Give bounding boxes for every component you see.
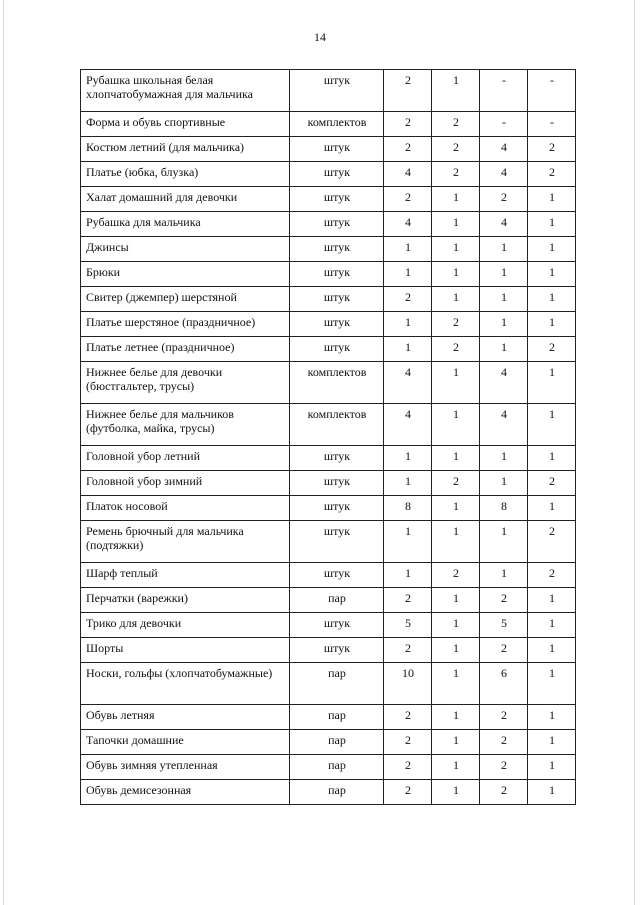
unit-cell: штук: [290, 212, 384, 237]
table-row: [81, 446, 576, 471]
item-name-cell: Платье шерстяное (праздничное): [81, 312, 290, 337]
quantity-cell-3: 2: [480, 588, 528, 613]
scan-edge-left: [3, 0, 4, 905]
quantity-cell-3: 1: [480, 262, 528, 287]
quantity-cell-1: 2: [384, 137, 432, 162]
table-row: [81, 755, 576, 780]
quantity-cell-2: 2: [432, 137, 480, 162]
quantity-cell-3: 6: [480, 663, 528, 705]
quantity-cell-4: 1: [528, 404, 576, 446]
quantity-cell-4: 1: [528, 613, 576, 638]
table-row: [81, 137, 576, 162]
quantity-cell-4: 1: [528, 705, 576, 730]
quantity-cell-1: 2: [384, 112, 432, 137]
quantity-cell-4: 2: [528, 521, 576, 563]
table-row: [81, 112, 576, 137]
quantity-cell-2: 1: [432, 755, 480, 780]
unit-cell: пар: [290, 780, 384, 805]
quantity-cell-2: 1: [432, 496, 480, 521]
quantity-cell-4: 1: [528, 312, 576, 337]
item-name-cell: Халат домашний для девочки: [81, 187, 290, 212]
unit-cell: комплектов: [290, 362, 384, 404]
item-name-cell: Ремень брючный для мальчика (подтяжки): [81, 521, 290, 563]
unit-cell: штук: [290, 563, 384, 588]
item-name-cell: Обувь зимняя утепленная: [81, 755, 290, 780]
quantity-cell-1: 1: [384, 312, 432, 337]
quantity-cell-3: 1: [480, 521, 528, 563]
quantity-cell-3: 1: [480, 563, 528, 588]
quantity-cell-2: 1: [432, 187, 480, 212]
table-row: [81, 730, 576, 755]
unit-cell: штук: [290, 521, 384, 563]
quantity-cell-1: 4: [384, 404, 432, 446]
quantity-cell-1: 2: [384, 730, 432, 755]
quantity-cell-1: 5: [384, 613, 432, 638]
item-name-cell: Головной убор летний: [81, 446, 290, 471]
item-name-cell: Обувь демисезонная: [81, 780, 290, 805]
quantity-cell-3: 4: [480, 362, 528, 404]
quantity-cell-2: 1: [432, 212, 480, 237]
quantity-cell-4: 1: [528, 262, 576, 287]
quantity-cell-3: 1: [480, 471, 528, 496]
quantity-cell-4: 1: [528, 588, 576, 613]
table-row: [81, 471, 576, 496]
quantity-cell-3: 2: [480, 187, 528, 212]
quantity-cell-1: 1: [384, 471, 432, 496]
unit-cell: штук: [290, 262, 384, 287]
quantity-cell-2: 1: [432, 404, 480, 446]
quantity-cell-3: 8: [480, 496, 528, 521]
unit-cell: штук: [290, 312, 384, 337]
quantity-cell-1: 10: [384, 663, 432, 705]
item-name-cell: Платье (юбка, блузка): [81, 162, 290, 187]
item-name-cell: Рубашка для мальчика: [81, 212, 290, 237]
quantity-cell-2: 1: [432, 446, 480, 471]
quantity-cell-4: 2: [528, 471, 576, 496]
table-row: [81, 70, 576, 112]
table-row: [81, 588, 576, 613]
quantity-cell-2: 2: [432, 162, 480, 187]
unit-cell: штук: [290, 613, 384, 638]
table-row: [81, 705, 576, 730]
unit-cell: штук: [290, 70, 384, 112]
table-body: [81, 70, 576, 805]
quantity-cell-1: 1: [384, 521, 432, 563]
quantity-cell-3: 1: [480, 237, 528, 262]
quantity-cell-4: 1: [528, 187, 576, 212]
quantity-cell-3: 1: [480, 337, 528, 362]
item-name-cell: Перчатки (варежки): [81, 588, 290, 613]
table-row: [81, 337, 576, 362]
quantity-cell-2: 2: [432, 563, 480, 588]
quantity-cell-4: 1: [528, 212, 576, 237]
quantity-cell-2: 1: [432, 237, 480, 262]
unit-cell: штук: [290, 496, 384, 521]
scan-edge-right: [634, 0, 635, 905]
quantity-cell-4: 2: [528, 137, 576, 162]
item-name-cell: Рубашка школьная белая хлопчатобумажная для мальчика: [81, 70, 290, 112]
item-name-cell: Свитер (джемпер) шерстяной: [81, 287, 290, 312]
quantity-cell-3: 5: [480, 613, 528, 638]
unit-cell: штук: [290, 446, 384, 471]
quantity-cell-1: 1: [384, 337, 432, 362]
quantity-cell-1: 2: [384, 638, 432, 663]
quantity-cell-1: 4: [384, 362, 432, 404]
item-name-cell: Шорты: [81, 638, 290, 663]
table-row: [81, 312, 576, 337]
table-row: [81, 212, 576, 237]
item-name-cell: Шарф теплый: [81, 563, 290, 588]
page-number: 14: [314, 30, 326, 44]
quantity-cell-1: 1: [384, 563, 432, 588]
quantity-cell-4: 1: [528, 362, 576, 404]
quantity-cell-4: 1: [528, 237, 576, 262]
item-name-cell: Форма и обувь спортивные: [81, 112, 290, 137]
item-name-cell: Трико для девочки: [81, 613, 290, 638]
item-name-cell: Обувь летняя: [81, 705, 290, 730]
unit-cell: комплектов: [290, 112, 384, 137]
unit-cell: штук: [290, 162, 384, 187]
quantity-cell-2: 1: [432, 362, 480, 404]
quantity-cell-4: 1: [528, 780, 576, 805]
item-name-cell: Платье летнее (праздничное): [81, 337, 290, 362]
item-name-cell: Нижнее белье для девочки (бюстгальтер, трусы): [81, 362, 290, 404]
table-row: [81, 187, 576, 212]
item-name-cell: Нижнее белье для мальчиков (футболка, майка, трусы): [81, 404, 290, 446]
unit-cell: пар: [290, 663, 384, 705]
quantity-cell-4: 1: [528, 287, 576, 312]
quantity-cell-2: 2: [432, 337, 480, 362]
quantity-cell-4: -: [528, 112, 576, 137]
quantity-cell-2: 1: [432, 70, 480, 112]
item-name-cell: Тапочки домашние: [81, 730, 290, 755]
quantity-cell-4: 1: [528, 663, 576, 705]
quantity-cell-1: 1: [384, 237, 432, 262]
table-row: [81, 780, 576, 805]
unit-cell: штук: [290, 137, 384, 162]
table-row: [81, 262, 576, 287]
quantity-cell-2: 1: [432, 287, 480, 312]
quantity-cell-4: 1: [528, 446, 576, 471]
quantity-cell-1: 8: [384, 496, 432, 521]
quantity-cell-4: 1: [528, 638, 576, 663]
unit-cell: штук: [290, 638, 384, 663]
quantity-cell-2: 2: [432, 471, 480, 496]
quantity-cell-3: 1: [480, 287, 528, 312]
unit-cell: пар: [290, 588, 384, 613]
quantity-cell-2: 1: [432, 588, 480, 613]
quantity-cell-4: 1: [528, 496, 576, 521]
quantity-cell-3: 2: [480, 755, 528, 780]
item-name-cell: Брюки: [81, 262, 290, 287]
unit-cell: пар: [290, 730, 384, 755]
quantity-cell-1: 2: [384, 705, 432, 730]
quantity-cell-4: 1: [528, 730, 576, 755]
quantity-cell-2: 1: [432, 521, 480, 563]
quantity-cell-2: 2: [432, 112, 480, 137]
quantity-cell-3: 2: [480, 730, 528, 755]
quantity-cell-2: 1: [432, 262, 480, 287]
table-row: [81, 404, 576, 446]
table-row: [81, 613, 576, 638]
table-row: [81, 162, 576, 187]
quantity-cell-2: 1: [432, 705, 480, 730]
quantity-cell-3: -: [480, 112, 528, 137]
quantity-cell-3: 1: [480, 312, 528, 337]
quantity-cell-1: 1: [384, 446, 432, 471]
quantity-cell-2: 1: [432, 730, 480, 755]
quantity-cell-4: 2: [528, 337, 576, 362]
unit-cell: пар: [290, 755, 384, 780]
quantity-cell-3: 1: [480, 446, 528, 471]
item-name-cell: Головной убор зимний: [81, 471, 290, 496]
quantity-cell-1: 4: [384, 212, 432, 237]
quantity-cell-1: 2: [384, 780, 432, 805]
table-row: [81, 638, 576, 663]
quantity-cell-4: 2: [528, 563, 576, 588]
quantity-cell-2: 1: [432, 780, 480, 805]
quantity-cell-4: -: [528, 70, 576, 112]
unit-cell: штук: [290, 237, 384, 262]
quantity-cell-3: -: [480, 70, 528, 112]
quantity-cell-3: 4: [480, 162, 528, 187]
quantity-cell-1: 1: [384, 262, 432, 287]
quantity-cell-2: 1: [432, 613, 480, 638]
quantity-cell-1: 4: [384, 162, 432, 187]
table-row: [81, 287, 576, 312]
quantity-cell-2: 1: [432, 638, 480, 663]
quantity-cell-3: 2: [480, 638, 528, 663]
quantity-cell-1: 2: [384, 588, 432, 613]
item-name-cell: Платок носовой: [81, 496, 290, 521]
clothing-norms-table-wrapper: [80, 69, 576, 805]
item-name-cell: Носки, гольфы (хлопчатобумажные): [81, 663, 290, 705]
quantity-cell-1: 2: [384, 755, 432, 780]
quantity-cell-1: 2: [384, 187, 432, 212]
unit-cell: штук: [290, 187, 384, 212]
unit-cell: штук: [290, 471, 384, 496]
quantity-cell-3: 2: [480, 780, 528, 805]
quantity-cell-1: 2: [384, 287, 432, 312]
item-name-cell: Костюм летний (для мальчика): [81, 137, 290, 162]
quantity-cell-2: 2: [432, 312, 480, 337]
unit-cell: штук: [290, 287, 384, 312]
quantity-cell-1: 2: [384, 70, 432, 112]
quantity-cell-3: 2: [480, 705, 528, 730]
quantity-cell-3: 4: [480, 212, 528, 237]
quantity-cell-4: 1: [528, 755, 576, 780]
item-name-cell: Джинсы: [81, 237, 290, 262]
table-row: [81, 237, 576, 262]
quantity-cell-4: 2: [528, 162, 576, 187]
table-row: [81, 663, 576, 705]
table-row: [81, 362, 576, 404]
clothing-norms-table: [80, 69, 576, 805]
unit-cell: комплектов: [290, 404, 384, 446]
table-row: [81, 521, 576, 563]
table-row: [81, 496, 576, 521]
quantity-cell-2: 1: [432, 663, 480, 705]
table-row: [81, 563, 576, 588]
quantity-cell-3: 4: [480, 404, 528, 446]
unit-cell: штук: [290, 337, 384, 362]
unit-cell: пар: [290, 705, 384, 730]
quantity-cell-3: 4: [480, 137, 528, 162]
